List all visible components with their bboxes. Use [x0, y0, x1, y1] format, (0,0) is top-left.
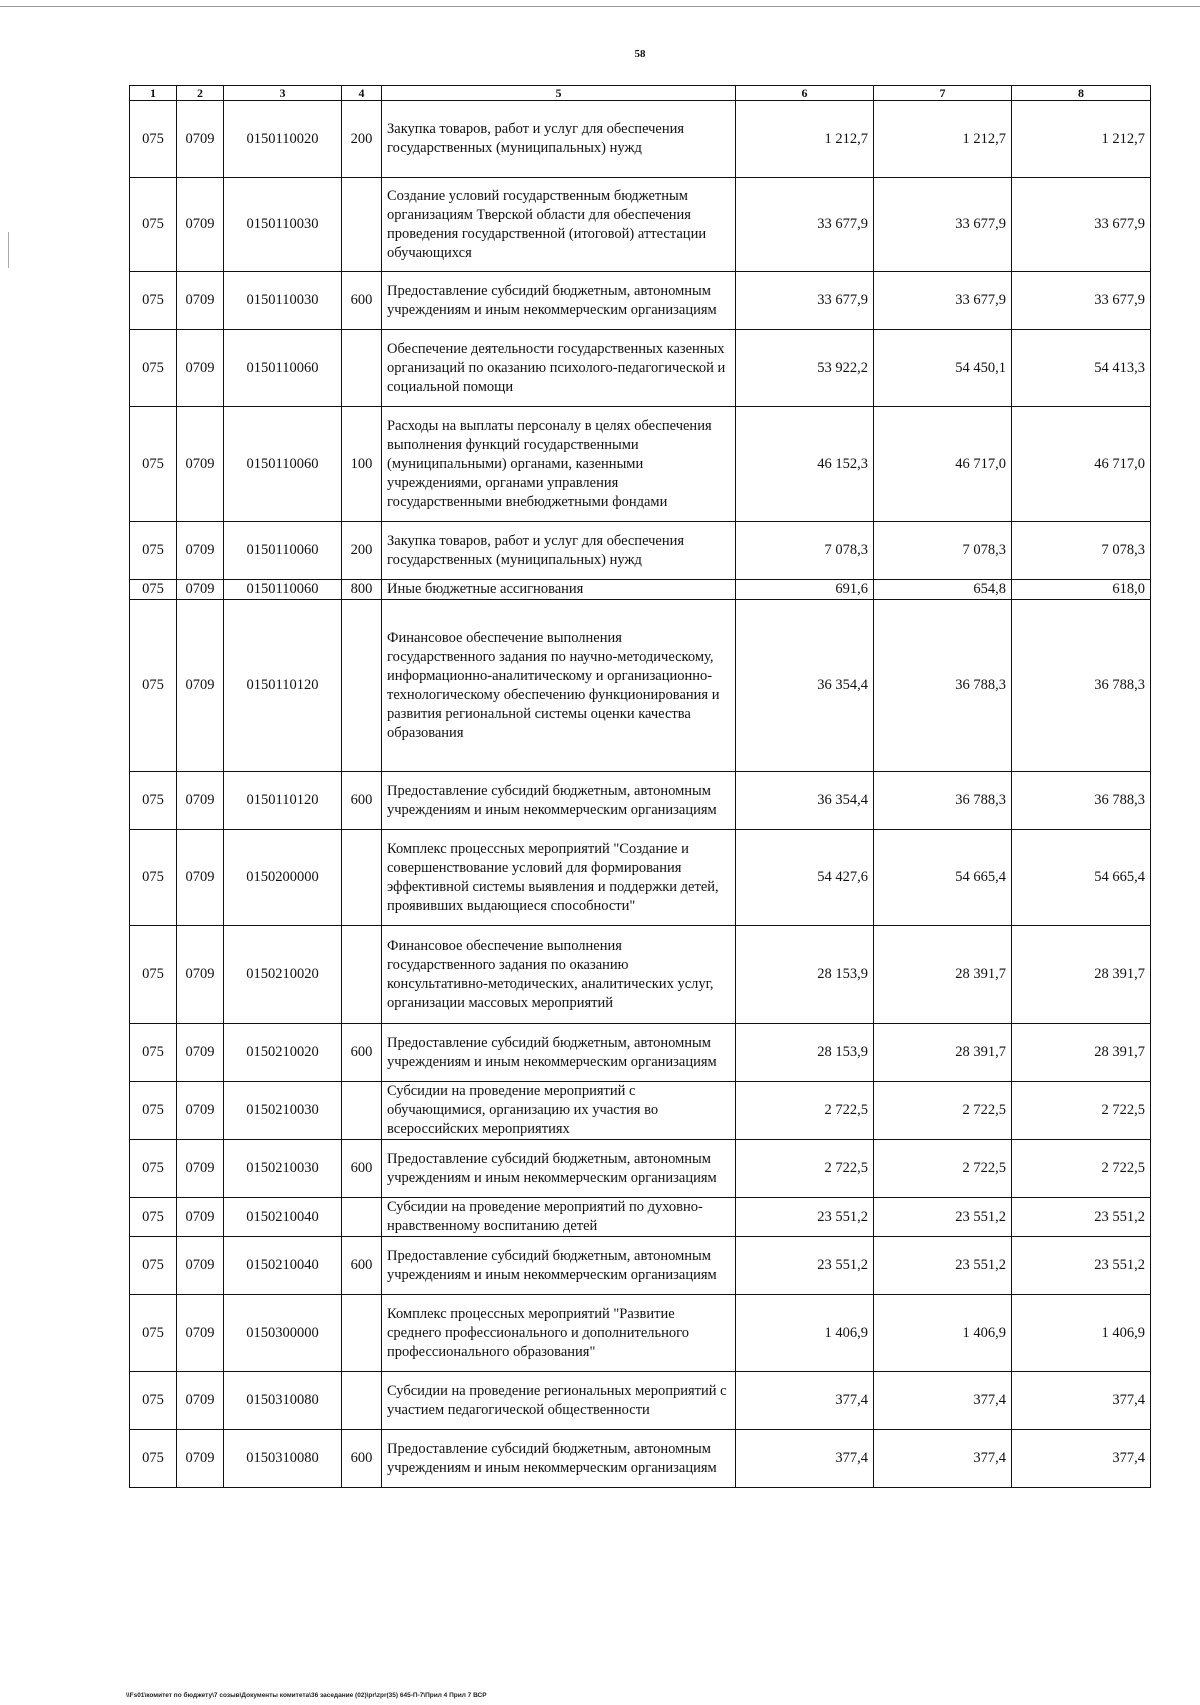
description: Предоставление субсидий бюджетным, автономным учреждениям и иным некоммерческим организациям: [382, 1237, 736, 1295]
header-col-5: 5: [382, 86, 736, 101]
code-admin: 075: [130, 600, 177, 772]
description: Предоставление субсидий бюджетным, автономным учреждениям и иным некоммерческим организациям: [382, 272, 736, 330]
amount-col-8: 36 788,3: [1012, 772, 1151, 830]
code-expense-type: 200: [342, 101, 382, 178]
code-expense-type: [342, 1198, 382, 1237]
code-admin: 075: [130, 101, 177, 178]
header-col-2: 2: [177, 86, 224, 101]
table-row: [130, 772, 1151, 830]
table-row: [130, 1295, 1151, 1372]
code-admin: 075: [130, 407, 177, 522]
table-body: [130, 101, 1151, 1488]
description: Субсидии на проведение мероприятий с обучающимися, организацию их участия во всероссийских мероприятиях: [382, 1082, 736, 1140]
table-row: [130, 101, 1151, 178]
footer-file-path: \\Fs01\комитет по бюджету\7 созыв\Документы комитета\36 заседание (02)\pr\zpr(35) 645-П-7\Прил 4 Прил 7 ВСР: [126, 1692, 487, 1699]
table-row: [130, 407, 1151, 522]
description: Субсидии на проведение региональных мероприятий с участием педагогической общественности: [382, 1372, 736, 1430]
table-row: [130, 600, 1151, 772]
amount-col-6: 36 354,4: [736, 772, 874, 830]
amount-col-8: 1 406,9: [1012, 1295, 1151, 1372]
amount-col-6: 28 153,9: [736, 926, 874, 1024]
amount-col-7: 36 788,3: [874, 600, 1012, 772]
description: Предоставление субсидий бюджетным, автономным учреждениям и иным некоммерческим организациям: [382, 772, 736, 830]
amount-col-8: 54 413,3: [1012, 330, 1151, 407]
header-col-8: 8: [1012, 86, 1151, 101]
description: Закупка товаров, работ и услуг для обеспечения государственных (муниципальных) нужд: [382, 101, 736, 178]
table-row: [130, 1237, 1151, 1295]
code-section: 0709: [177, 522, 224, 580]
code-expense-type: [342, 600, 382, 772]
description: Комплекс процессных мероприятий "Создание и совершенствование условий для формирования эффективной системы выявления и поддержки детей, проявивших выдающиеся способности": [382, 830, 736, 926]
amount-col-6: 23 551,2: [736, 1198, 874, 1237]
amount-col-7: 36 788,3: [874, 772, 1012, 830]
code-admin: 075: [130, 830, 177, 926]
description: Предоставление субсидий бюджетным, автономным учреждениям и иным некоммерческим организациям: [382, 1140, 736, 1198]
table-row: [130, 1082, 1151, 1140]
table-row: [130, 1140, 1151, 1198]
scan-margin-mark: [8, 232, 9, 268]
amount-col-7: 46 717,0: [874, 407, 1012, 522]
column-number-header: [130, 86, 1151, 101]
amount-col-8: 33 677,9: [1012, 272, 1151, 330]
code-section: 0709: [177, 830, 224, 926]
amount-col-6: 23 551,2: [736, 1237, 874, 1295]
code-admin: 075: [130, 522, 177, 580]
header-col-4: 4: [342, 86, 382, 101]
code-admin: 075: [130, 1024, 177, 1082]
description: Создание условий государственным бюджетным организациям Тверской области для обеспечения проведения государственной (итоговой) аттестации обучающихся: [382, 178, 736, 272]
amount-col-7: 2 722,5: [874, 1140, 1012, 1198]
amount-col-6: 53 922,2: [736, 330, 874, 407]
code-admin: 075: [130, 1430, 177, 1488]
code-expense-type: 600: [342, 1430, 382, 1488]
page-number: 58: [634, 48, 646, 60]
header-col-7: 7: [874, 86, 1012, 101]
code-section: 0709: [177, 1372, 224, 1430]
amount-col-8: 2 722,5: [1012, 1140, 1151, 1198]
amount-col-7: 2 722,5: [874, 1082, 1012, 1140]
code-section: 0709: [177, 1082, 224, 1140]
code-target-article: 0150210030: [224, 1082, 342, 1140]
amount-col-7: 1 212,7: [874, 101, 1012, 178]
amount-col-7: 1 406,9: [874, 1295, 1012, 1372]
code-target-article: 0150110120: [224, 600, 342, 772]
amount-col-6: 28 153,9: [736, 1024, 874, 1082]
code-section: 0709: [177, 1430, 224, 1488]
description: Закупка товаров, работ и услуг для обеспечения государственных (муниципальных) нужд: [382, 522, 736, 580]
code-target-article: 0150110030: [224, 178, 342, 272]
description: Предоставление субсидий бюджетным, автономным учреждениям и иным некоммерческим организациям: [382, 1430, 736, 1488]
amount-col-8: 618,0: [1012, 580, 1151, 600]
code-section: 0709: [177, 407, 224, 522]
description: Комплекс процессных мероприятий "Развитие среднего профессионального и дополнительного профессионального образования": [382, 1295, 736, 1372]
table-row: [130, 1430, 1151, 1488]
amount-col-8: 46 717,0: [1012, 407, 1151, 522]
code-expense-type: [342, 330, 382, 407]
code-admin: 075: [130, 1140, 177, 1198]
code-section: 0709: [177, 1198, 224, 1237]
code-section: 0709: [177, 580, 224, 600]
amount-col-6: 377,4: [736, 1430, 874, 1488]
code-admin: 075: [130, 580, 177, 600]
code-expense-type: 600: [342, 1024, 382, 1082]
code-expense-type: [342, 1082, 382, 1140]
code-target-article: 0150310080: [224, 1430, 342, 1488]
code-target-article: 0150110060: [224, 580, 342, 600]
code-admin: 075: [130, 272, 177, 330]
code-target-article: 0150300000: [224, 1295, 342, 1372]
code-target-article: 0150210040: [224, 1237, 342, 1295]
table-row: [130, 330, 1151, 407]
amount-col-8: 54 665,4: [1012, 830, 1151, 926]
amount-col-6: 54 427,6: [736, 830, 874, 926]
code-admin: 075: [130, 772, 177, 830]
code-expense-type: [342, 1295, 382, 1372]
amount-col-8: 36 788,3: [1012, 600, 1151, 772]
code-target-article: 0150110120: [224, 772, 342, 830]
code-section: 0709: [177, 101, 224, 178]
code-section: 0709: [177, 1024, 224, 1082]
amount-col-6: 46 152,3: [736, 407, 874, 522]
code-admin: 075: [130, 330, 177, 407]
code-section: 0709: [177, 926, 224, 1024]
code-admin: 075: [130, 1082, 177, 1140]
table-row: [130, 1024, 1151, 1082]
amount-col-8: 377,4: [1012, 1430, 1151, 1488]
amount-col-7: 33 677,9: [874, 178, 1012, 272]
code-section: 0709: [177, 178, 224, 272]
code-admin: 075: [130, 926, 177, 1024]
amount-col-7: 23 551,2: [874, 1198, 1012, 1237]
amount-col-8: 23 551,2: [1012, 1198, 1151, 1237]
table-row: [130, 926, 1151, 1024]
amount-col-6: 36 354,4: [736, 600, 874, 772]
amount-col-6: 1 406,9: [736, 1295, 874, 1372]
table-row: [130, 178, 1151, 272]
code-section: 0709: [177, 600, 224, 772]
code-admin: 075: [130, 178, 177, 272]
code-expense-type: [342, 830, 382, 926]
amount-col-6: 1 212,7: [736, 101, 874, 178]
amount-col-8: 28 391,7: [1012, 1024, 1151, 1082]
amount-col-8: 28 391,7: [1012, 926, 1151, 1024]
table-row: [130, 1198, 1151, 1237]
code-admin: 075: [130, 1372, 177, 1430]
code-target-article: 0150210030: [224, 1140, 342, 1198]
code-expense-type: 200: [342, 522, 382, 580]
table-row: [130, 522, 1151, 580]
amount-col-7: 654,8: [874, 580, 1012, 600]
table-row: [130, 272, 1151, 330]
code-expense-type: 100: [342, 407, 382, 522]
amount-col-7: 33 677,9: [874, 272, 1012, 330]
code-admin: 075: [130, 1198, 177, 1237]
code-expense-type: [342, 926, 382, 1024]
table-row: [130, 1372, 1151, 1430]
amount-col-8: 33 677,9: [1012, 178, 1151, 272]
code-section: 0709: [177, 1295, 224, 1372]
description: Обеспечение деятельности государственных казенных организаций по оказанию психолого-педагогической и социальной помощи: [382, 330, 736, 407]
code-target-article: 0150110060: [224, 522, 342, 580]
amount-col-8: 23 551,2: [1012, 1237, 1151, 1295]
amount-col-8: 2 722,5: [1012, 1082, 1151, 1140]
header-col-3: 3: [224, 86, 342, 101]
description: Финансовое обеспечение выполнения государственного задания по оказанию консультативно-методических, аналитических услуг, организации массовых мероприятий: [382, 926, 736, 1024]
code-section: 0709: [177, 1237, 224, 1295]
header-col-6: 6: [736, 86, 874, 101]
code-section: 0709: [177, 1140, 224, 1198]
top-scan-rule: [0, 6, 1200, 7]
amount-col-7: 54 450,1: [874, 330, 1012, 407]
code-target-article: 0150110060: [224, 407, 342, 522]
description: Предоставление субсидий бюджетным, автономным учреждениям и иным некоммерческим организациям: [382, 1024, 736, 1082]
code-section: 0709: [177, 330, 224, 407]
code-expense-type: 800: [342, 580, 382, 600]
code-target-article: 0150210040: [224, 1198, 342, 1237]
amount-col-6: 691,6: [736, 580, 874, 600]
description: Субсидии на проведение мероприятий по духовно-нравственному воспитанию детей: [382, 1198, 736, 1237]
code-target-article: 0150110060: [224, 330, 342, 407]
code-target-article: 0150310080: [224, 1372, 342, 1430]
code-expense-type: 600: [342, 1237, 382, 1295]
code-expense-type: 600: [342, 1140, 382, 1198]
amount-col-7: 54 665,4: [874, 830, 1012, 926]
amount-col-6: 33 677,9: [736, 272, 874, 330]
code-target-article: 0150210020: [224, 926, 342, 1024]
code-expense-type: 600: [342, 772, 382, 830]
code-section: 0709: [177, 772, 224, 830]
code-expense-type: [342, 1372, 382, 1430]
code-admin: 075: [130, 1237, 177, 1295]
code-expense-type: [342, 178, 382, 272]
amount-col-7: 377,4: [874, 1430, 1012, 1488]
amount-col-8: 1 212,7: [1012, 101, 1151, 178]
amount-col-7: 23 551,2: [874, 1237, 1012, 1295]
code-section: 0709: [177, 272, 224, 330]
amount-col-8: 7 078,3: [1012, 522, 1151, 580]
amount-col-7: 28 391,7: [874, 1024, 1012, 1082]
amount-col-6: 2 722,5: [736, 1140, 874, 1198]
amount-col-7: 7 078,3: [874, 522, 1012, 580]
table-row: [130, 830, 1151, 926]
description: Финансовое обеспечение выполнения государственного задания по научно-методическому, информационно-аналитическому и организационно-технологическому обеспечению функционирования и развития региональной системы оценки качества образования: [382, 600, 736, 772]
amount-col-6: 2 722,5: [736, 1082, 874, 1140]
amount-col-6: 377,4: [736, 1372, 874, 1430]
amount-col-7: 28 391,7: [874, 926, 1012, 1024]
amount-col-6: 7 078,3: [736, 522, 874, 580]
code-target-article: 0150110030: [224, 272, 342, 330]
amount-col-6: 33 677,9: [736, 178, 874, 272]
description: Иные бюджетные ассигнования: [382, 580, 736, 600]
code-admin: 075: [130, 1295, 177, 1372]
amount-col-8: 377,4: [1012, 1372, 1151, 1430]
budget-table: [129, 85, 1151, 1488]
code-target-article: 0150200000: [224, 830, 342, 926]
code-target-article: 0150210020: [224, 1024, 342, 1082]
amount-col-7: 377,4: [874, 1372, 1012, 1430]
table-row: [130, 580, 1151, 600]
code-target-article: 0150110020: [224, 101, 342, 178]
header-col-1: 1: [130, 86, 177, 101]
description: Расходы на выплаты персоналу в целях обеспечения выполнения функций государственными (муниципальными) органами, казенными учреждениями, органами управления государственными внебюджетными фондами: [382, 407, 736, 522]
code-expense-type: 600: [342, 272, 382, 330]
